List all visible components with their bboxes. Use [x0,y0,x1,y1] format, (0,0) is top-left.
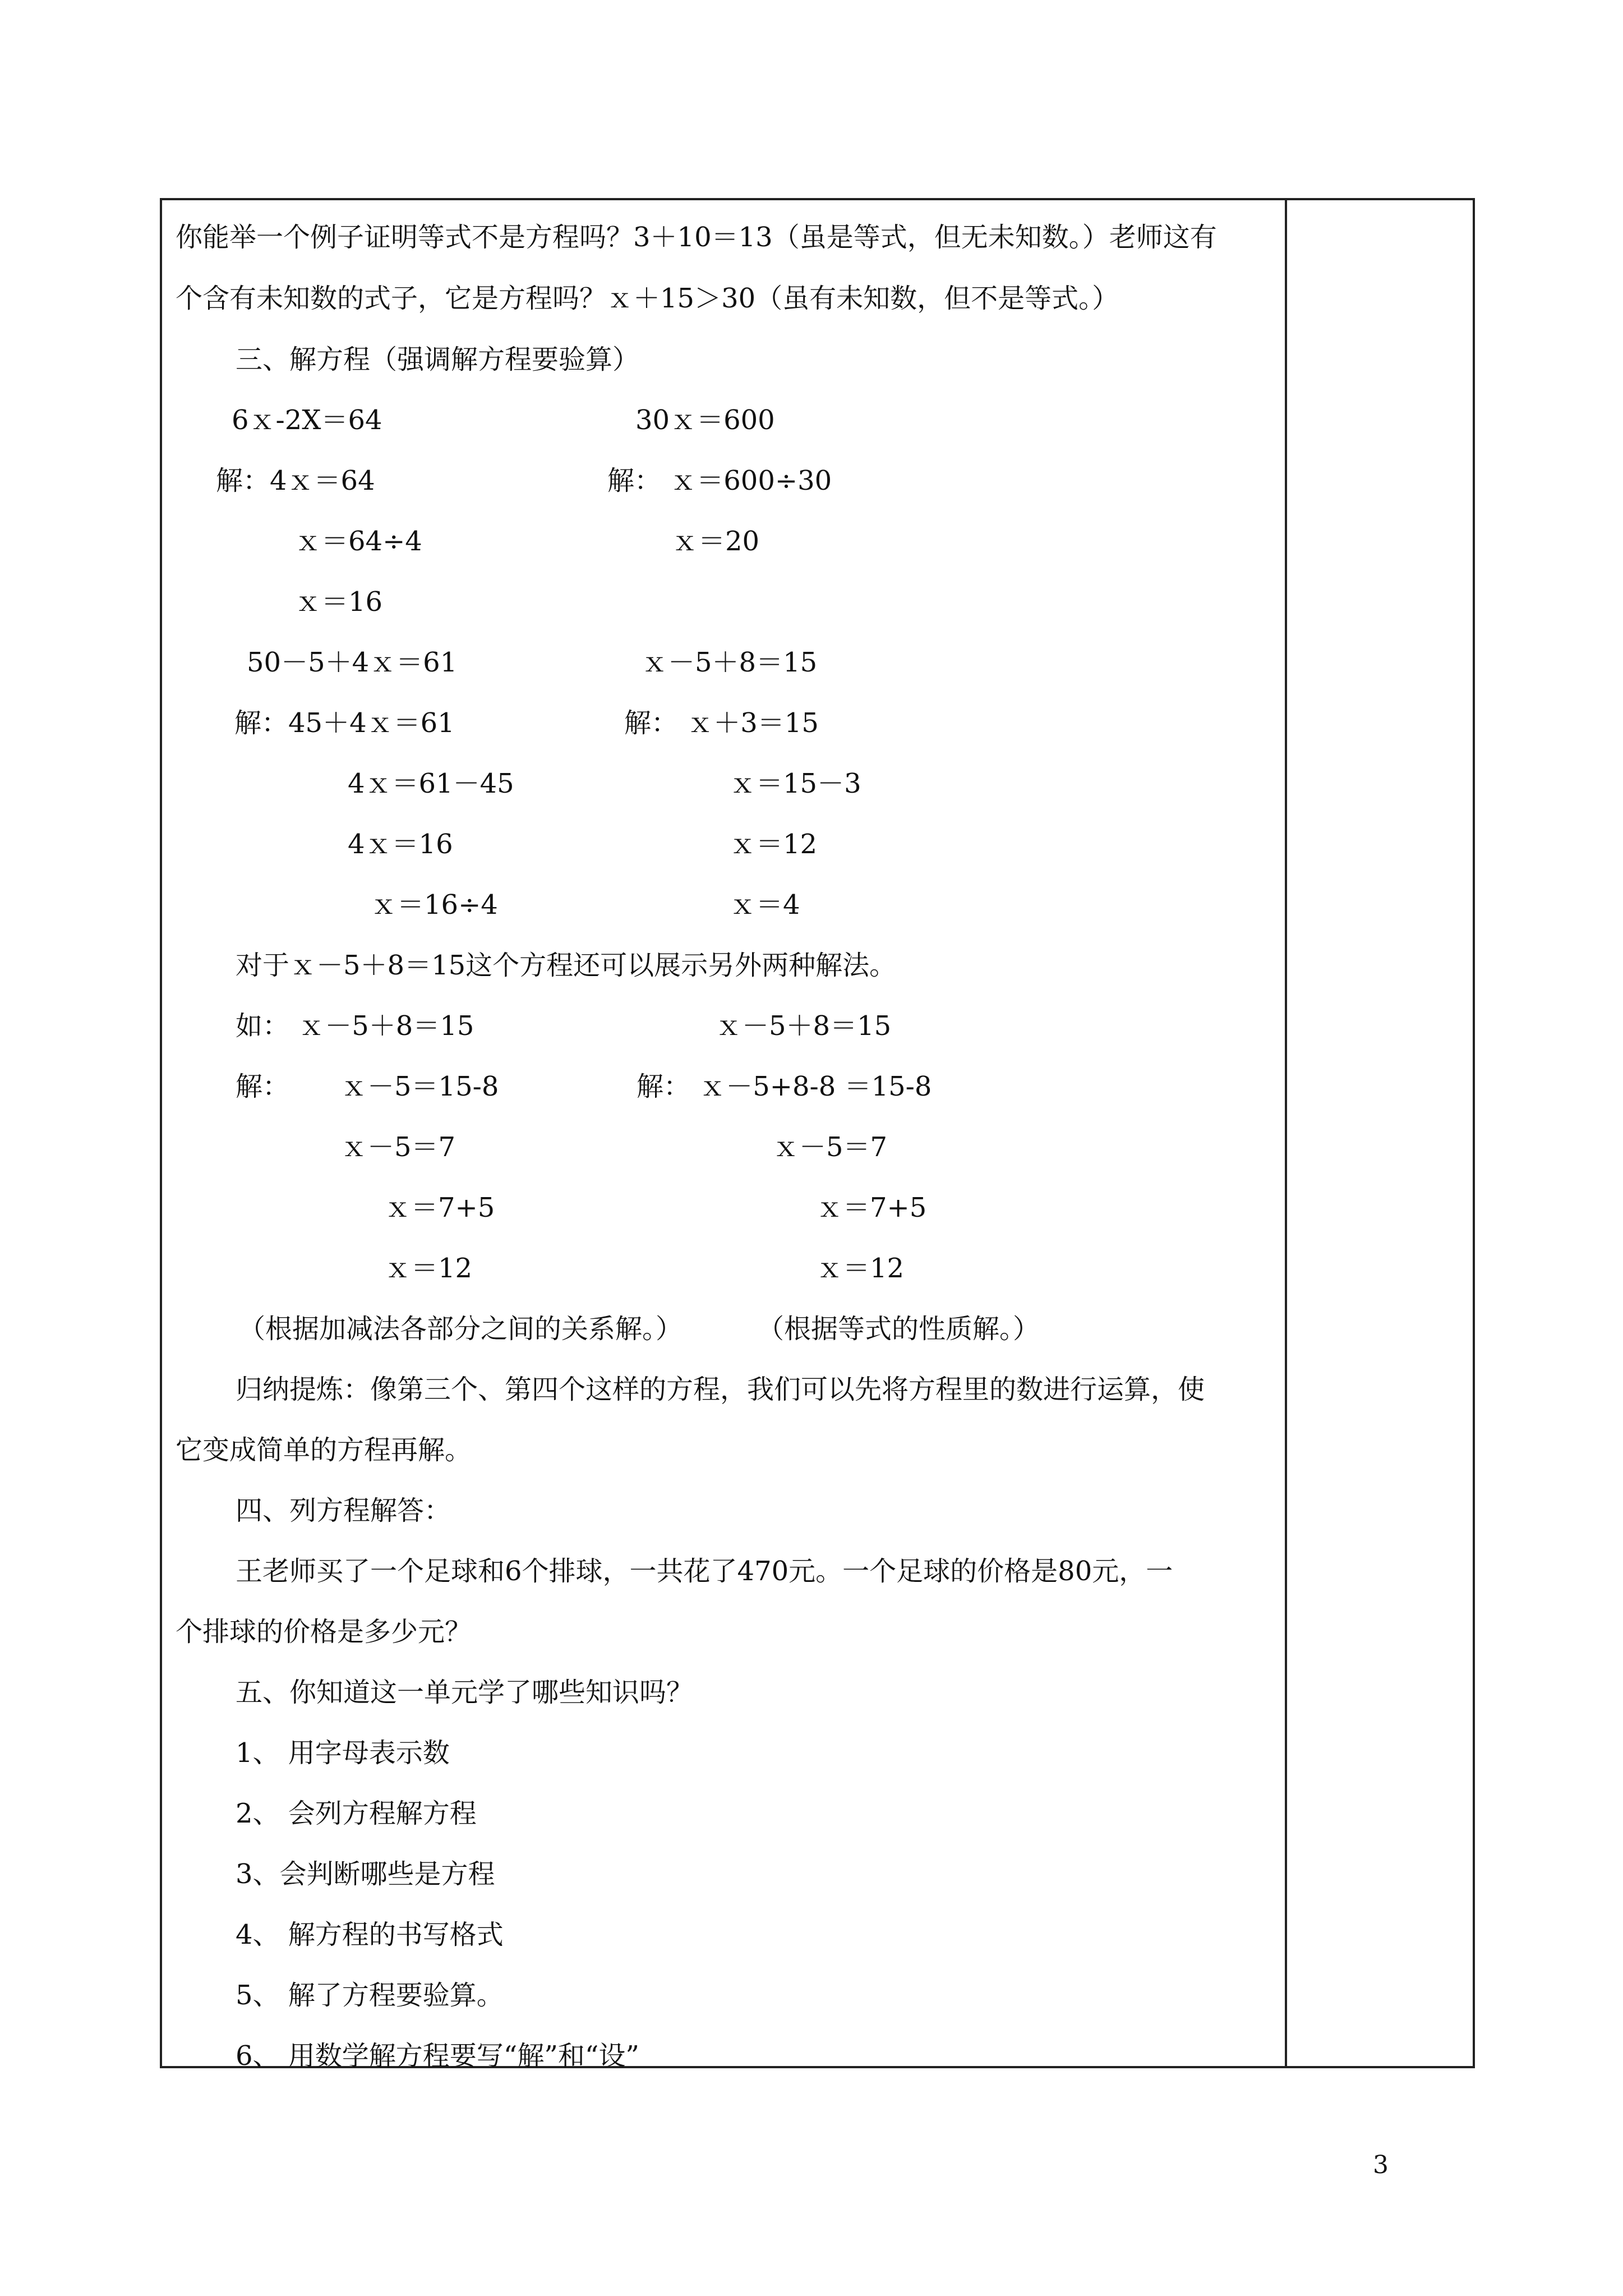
equation-step: ｘ＝20 [671,526,760,557]
equation-step: ｘ＝12 [816,1253,905,1284]
table-column-divider [1285,198,1287,2068]
equation-step: 解： ｘ＋3＝15 [624,707,819,739]
section-heading: 五、你知道这一单元学了哪些知识吗？ [236,1677,694,1708]
equation-step: ｘ＝16÷4 [370,889,498,921]
equation-step: 解：45＋4ｘ＝61 [234,707,455,739]
list-item: 2、 会列方程解方程 [236,1798,477,1829]
text-line: 王老师买了一个足球和6个排球，一共花了470元。一个足球的价格是80元，一 [236,1556,1173,1587]
equation: 如： ｘ－5＋8＝15 [236,1010,474,1042]
text-line: 你能举一个例子证明等式不是方程吗？3＋10＝13（虽是等式，但无未知数。）老师这有 [176,222,1217,253]
equation-step: ｘ＝12 [729,829,818,860]
text-line: （根据加减法各部分之间的关系解。） [238,1313,683,1345]
section-heading: 四、列方程解答： [236,1495,451,1526]
text-line: 个排球的价格是多少元？ [176,1616,472,1648]
equation-step: ｘ－5＝7 [772,1131,888,1163]
list-item: 4、 解方程的书写格式 [236,1919,504,1950]
equation-step: 解： ｘ－5+8-8 ＝15-8 [637,1071,932,1102]
equation-step: ｘ＝7+5 [816,1192,927,1223]
text-line: 个含有未知数的式子，它是方程吗？ｘ＋15＞30（虽有未知数，但不是等式。） [176,283,1119,314]
equation-step: ｘ＝4 [729,889,800,921]
equation-step: 4ｘ＝16 [348,829,453,860]
page-number: 3 [1373,2151,1389,2179]
equation-step: ｘ＝12 [384,1253,473,1284]
list-item: 5、 解了方程要验算。 [236,1980,504,2011]
equation-step: 解： [236,1071,290,1102]
equation: 6ｘ-2X＝64 [232,404,382,436]
equation-step: ｘ－5＝7 [340,1131,456,1163]
equation-step: ｘ＝16 [294,586,383,618]
list-item: 1、 用字母表示数 [236,1737,450,1769]
equation-step: ｘ＝15－3 [729,768,861,799]
equation: 30ｘ＝600 [635,404,775,436]
section-heading: 三、解方程（强调解方程要验算） [236,344,640,375]
list-item: 6、 用数学解方程要写“解”和“设” [236,2040,639,2072]
text-line: 归纳提炼：像第三个、第四个这样的方程，我们可以先将方程里的数进行运算，使 [236,1374,1205,1405]
list-item: 3、会判断哪些是方程 [236,1858,495,1890]
equation: 50－5＋4ｘ＝61 [247,647,458,678]
equation-step: ｘ＝7+5 [384,1192,495,1223]
equation-step: 4ｘ＝61－45 [348,768,514,799]
equation: ｘ－5＋8＝15 [641,647,818,678]
text-line: 它变成简单的方程再解。 [176,1434,472,1466]
text-line: （根据等式的性质解。） [757,1313,1040,1345]
equation-step: ｘ＝64÷4 [294,526,422,557]
equation: ｘ－5＋8＝15 [715,1010,892,1042]
equation-step: ｘ－5＝15-8 [340,1071,499,1102]
text-line: 对于ｘ－5＋8＝15这个方程还可以展示另外两种解法。 [236,950,897,981]
equation-step: 解： ｘ＝600÷30 [607,465,832,496]
equation-step: 解：4ｘ＝64 [216,465,375,496]
